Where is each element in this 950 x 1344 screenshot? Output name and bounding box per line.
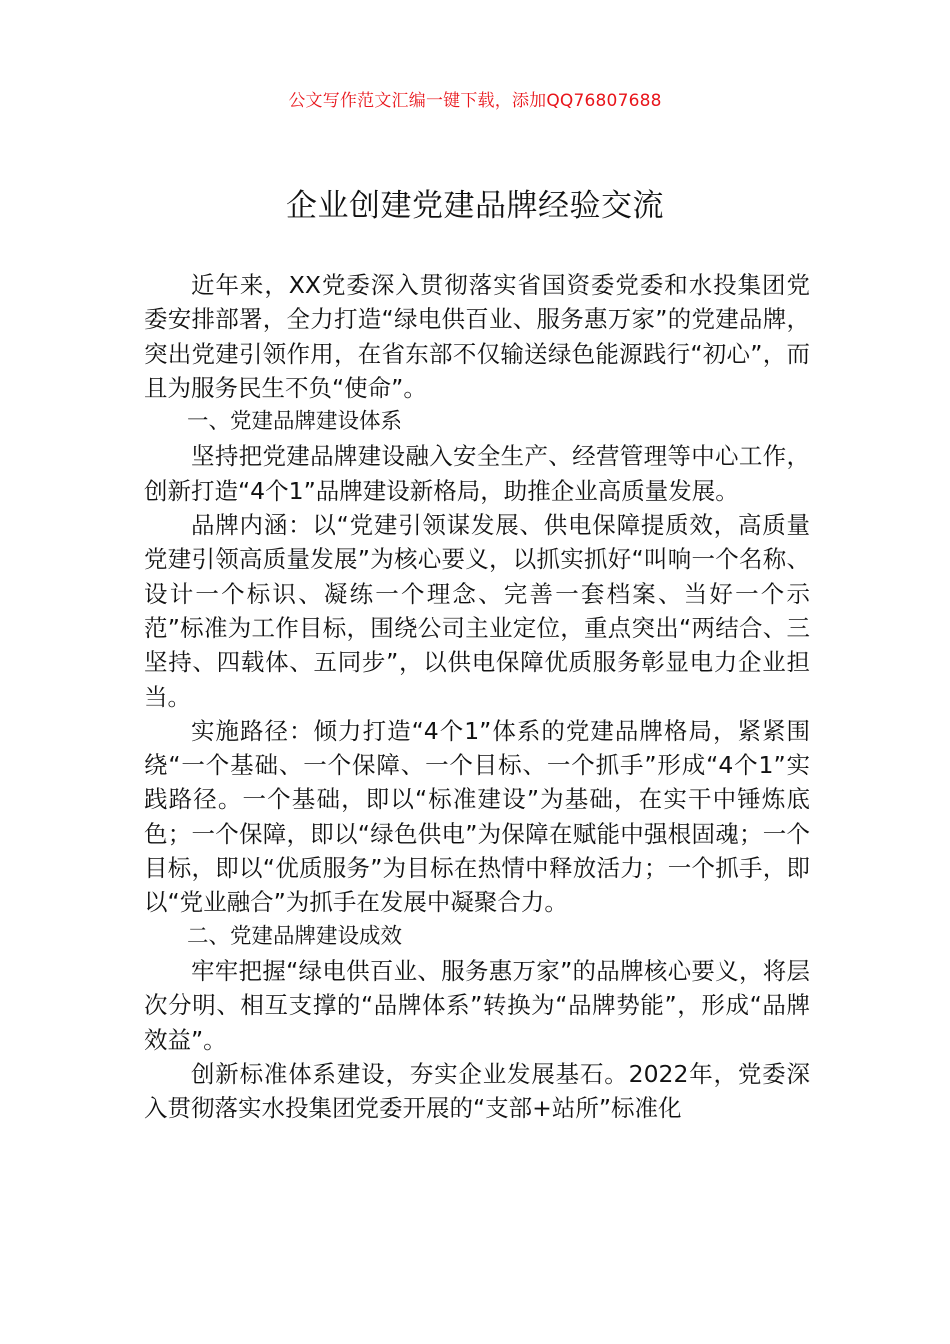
paragraph-intro: 近年来，XX党委深入贯彻落实省国资委党委和水投集团党委安排部署，全力打造“绿电供百业、服务惠万家”的党建品牌，突出党建引领作用，在省东部不仅输送绿色能源践行“初心”，而且为服务民生不负“使命”。 — [144, 271, 810, 402]
paragraph-implementation-path: 实施路径：倾力打造“4个1”体系的党建品牌格局，紧紧围绕“一个基础、一个保障、一个目标、一个抓手”形成“4个1”实践路径。一个基础，即以“标准建设”为基础，在实干中锤炼底色；一个保障，即以“绿色供电”为保障在赋能中强根固魂；一个目标，即以“优质服务”为目标在热情中释放活力；一个抓手，即以“党业融合”为抓手在发展中凝聚合力。 — [144, 716, 810, 917]
document-title: 企业创建党建品牌经验交流 — [286, 188, 664, 224]
paragraph-standard-system: 创新标准体系建设，夯实企业发展基石。2022年，党委深入贯彻落实水投集团党委开展的“支部+站所”标准化 — [144, 1059, 810, 1123]
section-heading-1: 一、党建品牌建设体系 — [187, 409, 403, 435]
paragraph-section-2-intro: 牢牢把握“绿电供百业、服务惠万家”的品牌核心要义，将层次分明、相互支撑的“品牌体系”转换为“品牌势能”，形成“品牌效益”。 — [144, 956, 810, 1054]
paragraph-brand-connotation: 品牌内涵：以“党建引领谋发展、供电保障提质效，高质量党建引领高质量发展”为核心要义，以抓实抓好“叫响一个名称、设计一个标识、凝练一个理念、完善一套档案、当好一个示范”标准为工作目标，围绕公司主业定位，重点突出“两结合、三坚持、四载体、五同步”，以供电保障优质服务彰显电力企业担当。 — [144, 511, 810, 711]
document-body — [144, 268, 810, 1125]
section-heading-2: 二、党建品牌建设成效 — [187, 923, 403, 949]
paragraph-section-1-intro: 坚持把党建品牌建设融入安全生产、经营管理等中心工作，创新打造“4个1”品牌建设新格局，助推企业高质量发展。 — [144, 442, 810, 505]
header-note: 公文写作范文汇编一键下载，添加QQ76807688 — [288, 91, 662, 111]
